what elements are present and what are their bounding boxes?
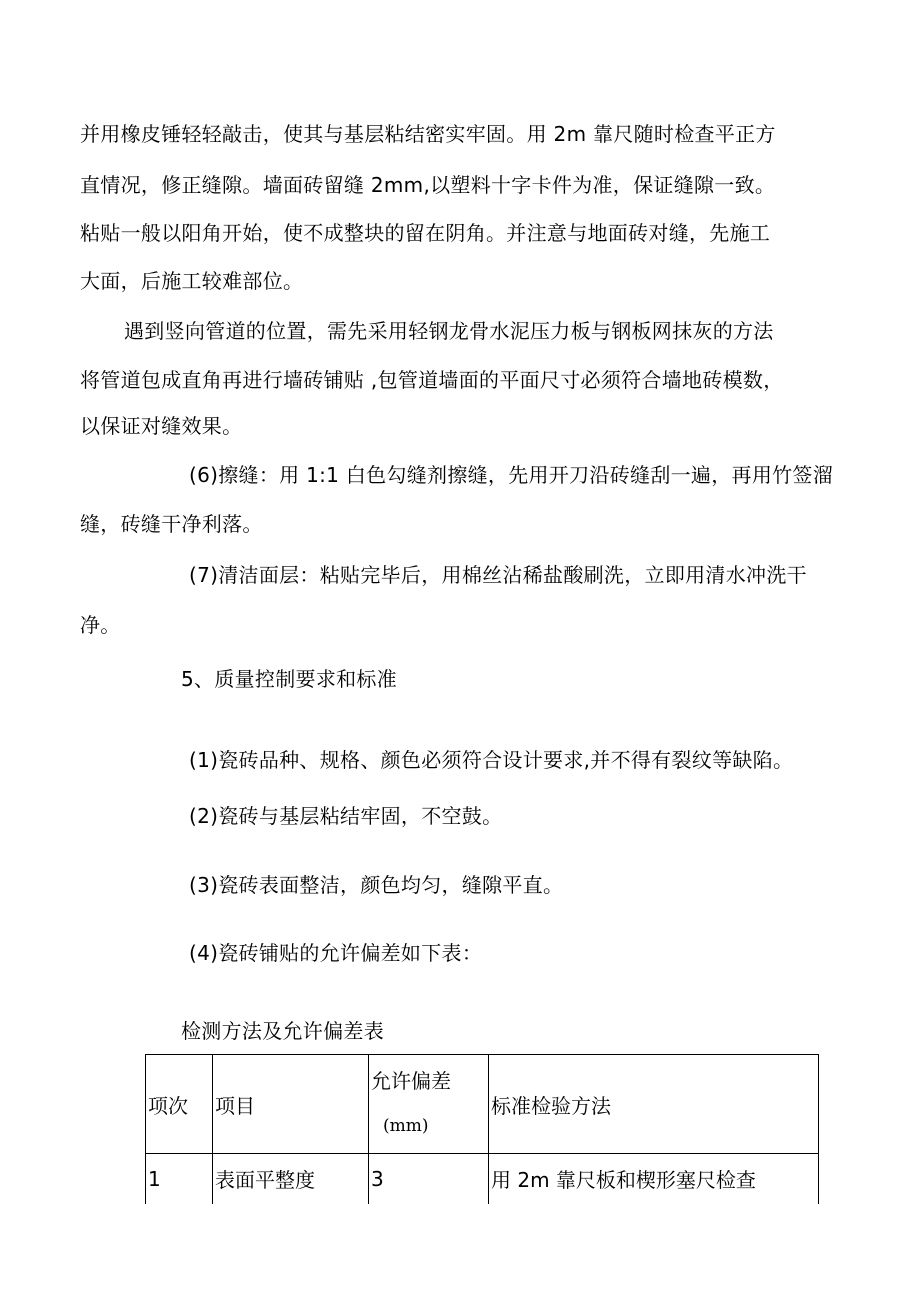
table-caption: 检测方法及允许偏差表 [181,1019,384,1043]
header-cell-method: 标准检验方法 [489,1055,819,1154]
header-tolerance-label: 允许偏差 [371,1069,451,1093]
section-heading: 5、质量控制要求和标准 [181,667,398,691]
header-cell-index: 项次 [146,1055,213,1154]
header-cell-tolerance [369,1055,489,1154]
quality-item-2: (2)瓷砖与基层粘结牢固，不空鼓。 [189,804,503,828]
deviation-table [145,1054,819,1204]
paragraph-2-line-2: 将管道包成直角再进行墙砖铺贴 ,包管道墙面的平面尺寸必须符合墙地砖模数， [80,368,784,392]
step-6-line-1: (6)擦缝：用 1:1 白色勾缝剂擦缝，先用开刀沿砖缝刮一遍，再用竹签溜 [189,463,834,487]
header-cell-item: 项目 [213,1055,369,1154]
paragraph-1-line-1: 并用橡皮锤轻轻敲击，使其与基层粘结密实牢固。用 2m 靠尺随时检查平正方 [80,122,776,146]
quality-item-4: (4)瓷砖铺贴的允许偏差如下表： [189,941,483,965]
table-row [146,1154,819,1204]
paragraph-1-line-4: 大面，后施工较难部位。 [80,269,304,293]
row-1-index: 1 [146,1154,213,1204]
step-7-line-2: 净。 [80,613,121,637]
row-1-tolerance: 3 [369,1154,489,1204]
step-6-line-2: 缝，砖缝干净利落。 [80,512,263,536]
paragraph-2-line-1: 遇到竖向管道的位置，需先采用轻钢龙骨水泥压力板与钢板网抹灰的方法 [124,319,774,343]
paragraph-2-line-3: 以保证对缝效果。 [80,414,243,438]
paragraph-1-line-3: 粘贴一般以阳角开始，使不成整块的留在阴角。并注意与地面砖对缝，先施工 [80,221,771,245]
row-1-item: 表面平整度 [213,1154,369,1204]
header-tolerance-unit: (mm) [383,1116,429,1136]
table-header-row [146,1055,819,1154]
row-1-method: 用 2m 靠尺板和楔形塞尺检查 [489,1154,819,1204]
quality-item-3: (3)瓷砖表面整洁，颜色均匀，缝隙平直。 [189,873,564,897]
quality-item-1: (1)瓷砖品种、规格、颜色必须符合设计要求,并不得有裂纹等缺陷。 [189,748,794,772]
paragraph-1-line-2: 直情况，修正缝隙。墙面砖留缝 2mm,以塑料十字卡件为准，保证缝隙一致。 [80,173,776,197]
step-7-line-1: (7)清洁面层：粘贴完毕后，用棉丝沾稀盐酸刷洗，立即用清水冲洗干 [189,563,807,587]
